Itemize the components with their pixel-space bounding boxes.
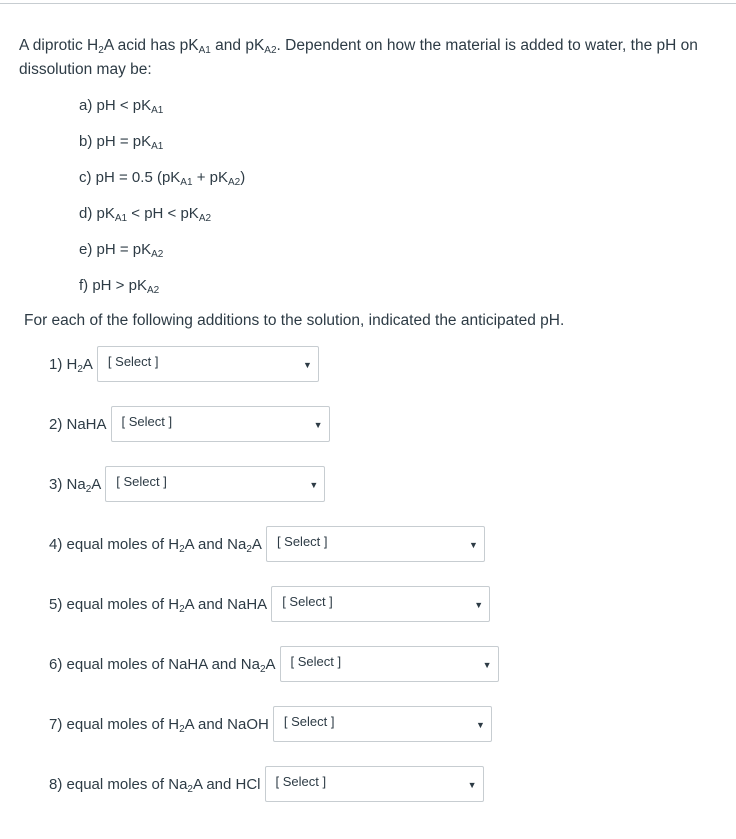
chevron-down-icon: ▼ [475,720,485,730]
option-b: b) pH = $pK_{A1}$ [79,133,164,152]
option-e: e) pH = $pK_{A2}$ [79,241,164,260]
question-7 [49,705,492,743]
question-6-select[interactable]: [ Select ] ▼ [280,646,499,682]
question-5 [49,585,490,623]
chevron-down-icon: ▼ [309,480,319,490]
instruction-text: For each of the following additions to the solution, indicated the anticipated pH. [24,312,565,329]
question-3-select[interactable]: [ Select ] ▼ [105,466,325,502]
question-2-label: 2) NaHA [49,415,107,433]
question-8 [49,765,484,803]
question-8-select[interactable]: [ Select ] ▼ [265,766,484,802]
question-3-label: 3) $Na_2A$ [49,475,102,495]
question-6-label: 6) equal moles of NaHA and $Na_2A$ [49,655,276,675]
question-5-select[interactable]: [ Select ] ▼ [271,586,490,622]
question-1 [49,345,319,383]
chevron-down-icon: ▼ [303,360,312,370]
option-c: c) pH = 0.5 $(pK_{A1} + pK_{A2})$ [79,169,246,188]
option-d: d) $pK_{A1}$ < pH < $pK_{A2}$ [79,205,212,224]
top-divider [0,3,736,4]
chevron-down-icon: ▼ [469,540,478,550]
question-4-select[interactable]: [ Select ] ▼ [266,526,485,562]
option-a: a) pH < $pK_{A1}$ [79,97,164,116]
question-1-label: 1) $H_2A$ [49,355,93,375]
question-7-label: 7) equal moles of $H_2A$ and NaOH [49,715,269,735]
question-4 [49,525,485,563]
option-f: f) pH > $pK_{A2}$ [79,277,160,296]
chevron-down-icon: ▼ [474,600,484,610]
chevron-down-icon: ▼ [482,660,492,670]
question-8-label: 8) equal moles of $Na_2A$ and HCl [49,775,261,795]
question-2-select[interactable]: [ Select ] ▼ [111,406,330,442]
question-intro: A diprotic $H_2A$ acid has $pK_{A1}$ and $pK_{A2}$. Dependent on how the material is added to water, the pH on dissolution may be: [19,37,698,78]
question-6 [49,645,499,683]
question-3 [49,465,325,503]
chevron-down-icon: ▼ [313,420,323,430]
question-2 [49,405,330,443]
question-5-label: 5) equal moles of $H_2A$ and NaHA [49,595,268,615]
question-7-select[interactable]: [ Select ] ▼ [273,706,492,742]
question-4-label: 4) equal moles of $H_2A$ and $Na_2A$ [49,535,262,555]
chevron-down-icon: ▼ [467,780,477,790]
question-1-select[interactable]: [ Select ] ▼ [97,346,319,382]
